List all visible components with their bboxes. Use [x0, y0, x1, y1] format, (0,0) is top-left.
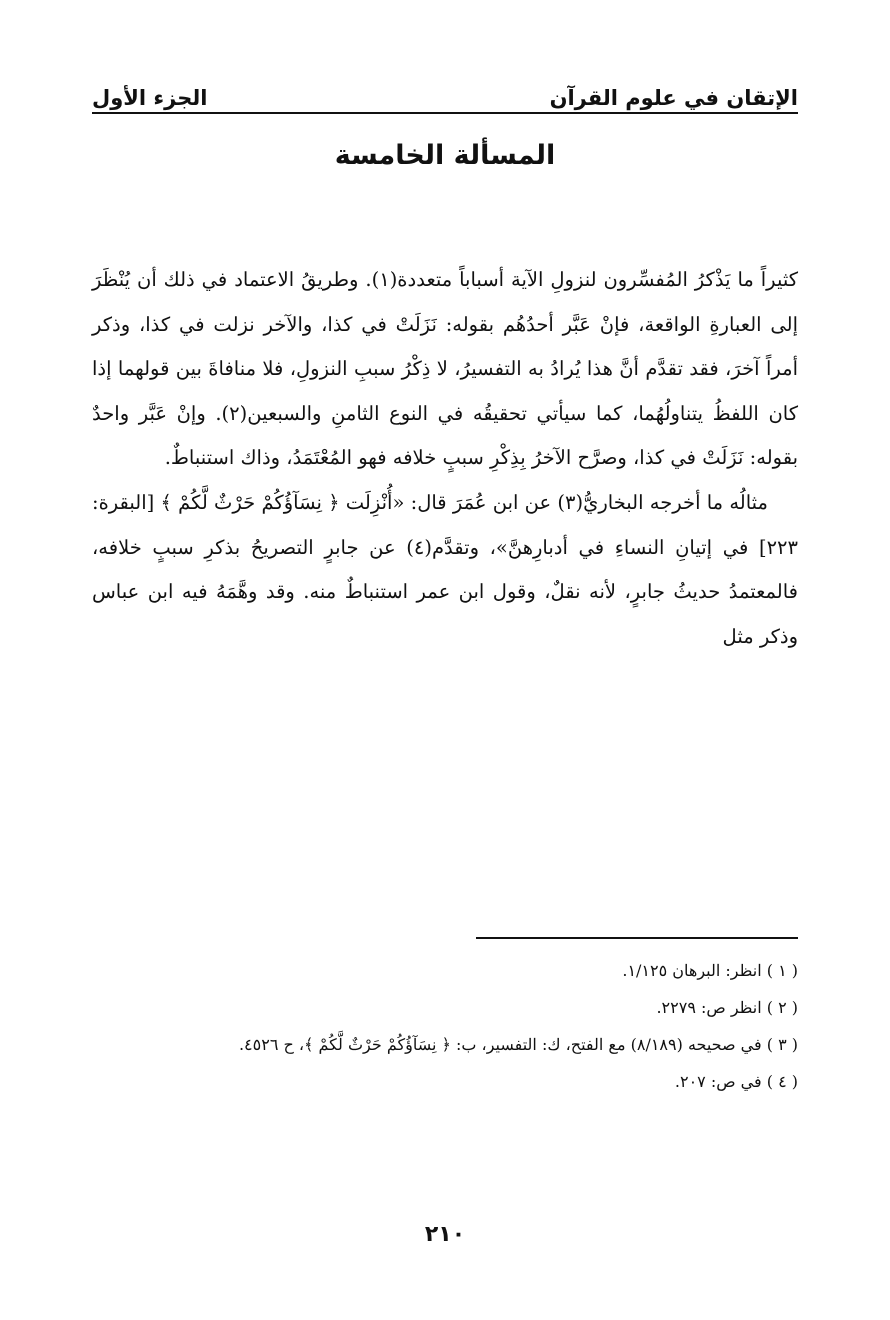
main-text — [92, 258, 798, 659]
paragraph: مثالُه ما أخرجه البخاريُّ(٣) عن ابن عُمَرَ قال: «أُنْزِلَت ﴿ نِسَآؤُكُمْ حَرْثٌ لَّكُمْ ﴾ [البقرة: ٢٢٣] في إتيانِ النساءِ في أدبارِهنَّ»، وتقدَّم(٤) عن جابرٍ التصريحُ بذكرِ سببٍ خلافه، فالمعتمدُ حديثُ جابرٍ، لأنه نقلٌ، وقول ابن عمر استنباطٌ منه. وقد وهَّمَهُ فيه ابن عباس وذكر مثل — [92, 490, 798, 648]
footnotes — [92, 952, 798, 1100]
footnote-divider — [476, 937, 798, 939]
footnote: ( ٣ ) في صحيحه (٨/١٨٩) مع الفتح، ك: التفسير، ب: ﴿ نِسَآؤُكُمْ حَرْثٌ لَّكُمْ ﴾، ح ٤٥٢٦. — [238, 1035, 798, 1054]
section-title: المسألة الخامسة — [334, 140, 556, 171]
footnote: ( ٤ ) في ص: ٢٠٧. — [674, 1072, 798, 1091]
header-divider — [92, 112, 798, 114]
paragraph: كثيراً ما يَذْكرُ المُفسِّرون لنزولِ الآية أسباباً متعددة(١). وطريقُ الاعتماد في ذلك أن يُنْظَرَ إلى العبارةِ الواقعة، فإنْ عَبَّر أحدُهُم بقوله: نَزَلَتْ في كذا، والآخر نزلت في كذا، وذكر أمراً آخرَ، فقد تقدَّم أنَّ هذا يُرادُ به التفسيرُ، لا ذِكْرُ سببِ النزولِ، فلا منافاةَ بين قولهما إذا كان اللفظُ يتناولُهُما، كما سيأتي تحقيقُه في النوع الثامنِ والسبعين(٢). وإنْ عَبَّر واحدٌ بقوله: نَزَلَتْ في كذا، وصرَّح الآخرُ بِذِكْرِ سببٍ خلافه فهو المُعْتَمَدُ، وذاك استنباطٌ. — [92, 268, 798, 470]
footnote: ( ١ ) انظر: البرهان ١/١٢٥. — [622, 961, 798, 980]
page-number: ٢١٠ — [424, 1222, 466, 1247]
footnote: ( ٢ ) انظر ص: ٢٢٧٩. — [656, 998, 798, 1017]
book-title: الإتقان في علوم القرآن — [549, 86, 798, 110]
running-header — [92, 72, 798, 110]
part-label: الجزء الأول — [92, 86, 208, 110]
